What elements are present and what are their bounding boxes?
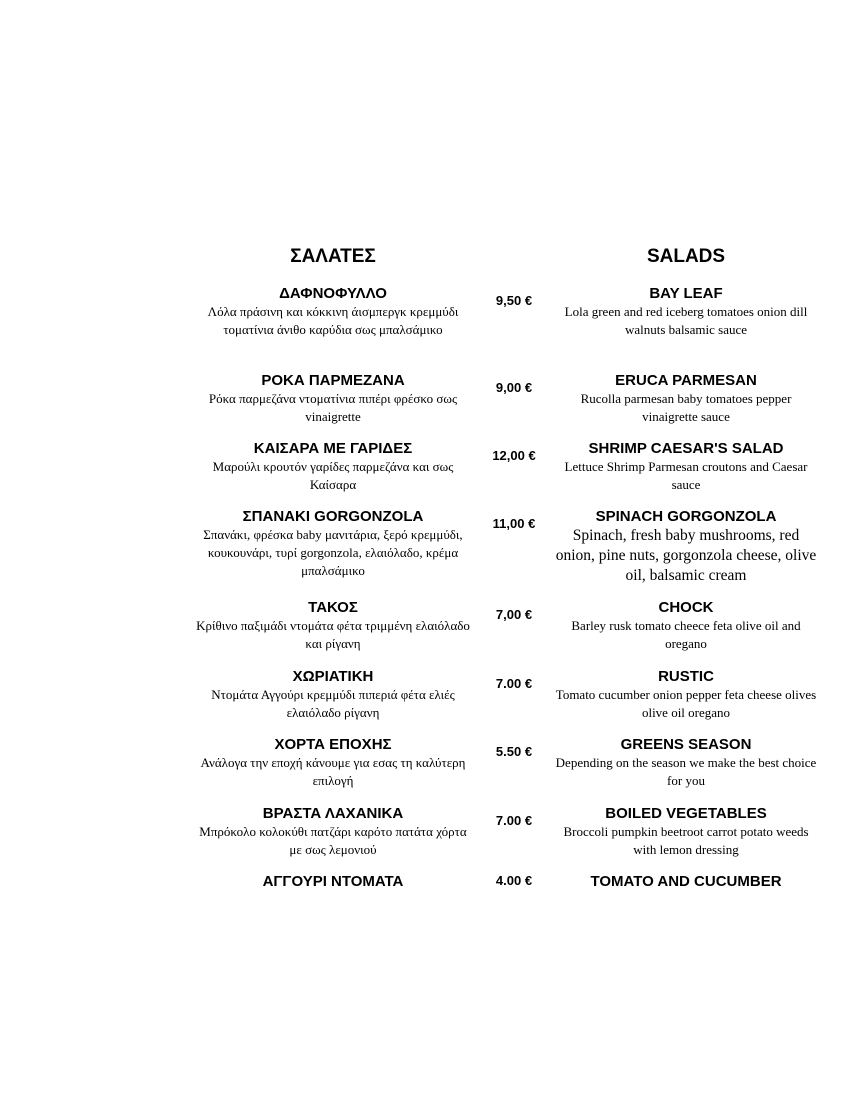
item-greek <box>194 736 472 790</box>
item-name-english: BOILED VEGETABLES <box>605 805 767 822</box>
item-description-english: Lettuce Shrimp Parmesan croutons and Caesar sauce <box>564 459 808 492</box>
item-name-english: CHOCK <box>658 599 714 616</box>
item-description-greek: Μαρούλι κρουτόν γαρίδες παρμεζάνα και σως Καίσαρα <box>212 459 454 492</box>
item-name-greek: ΚΑΙΣΑΡΑ ΜΕ ΓΑΡΙΔΕΣ <box>253 440 413 457</box>
item-description-english: Barley rusk tomato cheece feta olive oil and oregano <box>571 618 801 651</box>
item-english <box>552 508 820 586</box>
item-english <box>552 440 820 494</box>
item-description-english: Rucolla parmesan baby tomatoes pepper vinaigrette sauce <box>580 391 792 424</box>
item-english <box>552 805 820 859</box>
item-name-english: SPINACH GORGONZOLA <box>595 508 777 525</box>
item-description-greek: Μπρόκολο κολοκύθι πατζάρι καρότο πατάτα χόρτα με σως λεμονιού <box>199 824 467 857</box>
item-name-english: RUSTIC <box>658 668 714 685</box>
item-english <box>552 285 820 339</box>
item-description-english: Depending on the season we make the best choice for you <box>555 755 817 788</box>
item-greek <box>194 873 472 891</box>
item-greek <box>194 440 472 494</box>
item-english <box>552 599 820 653</box>
item-description-greek: Κρίθινο παξιμάδι ντομάτα φέτα τριμμένη ελαιόλαδο και ρίγανη <box>196 618 470 651</box>
item-description-greek: Ντομάτα Αγγούρι κρεμμύδι πιπεριά φέτα ελιές ελαιόλαδο ρίγανη <box>211 687 455 720</box>
item-price: 9,00 € <box>495 380 533 395</box>
item-name-english: GREENS SEASON <box>620 736 752 753</box>
item-name-greek: ΒΡΑΣΤΑ ΛΑΧΑΝΙΚΑ <box>262 805 404 822</box>
item-name-english: BAY LEAF <box>649 285 723 302</box>
item-price: 11,00 € <box>492 516 536 531</box>
item-greek <box>194 372 472 426</box>
item-price: 4.00 € <box>495 873 533 888</box>
item-description-greek: Λόλα πράσινη και κόκκινη άισμπεργκ κρεμμύδι τοματίνια άνιθο καρύδια σως μπαλσάμικο <box>207 304 459 337</box>
item-name-greek: ΤΑΚΟΣ <box>308 599 358 616</box>
item-english <box>552 668 820 722</box>
item-description-greek: Ρόκα παρμεζάνα ντοματίνια πιπέρι φρέσκο σως vinaigrette <box>208 391 458 424</box>
section-heading-english: SALADS <box>646 246 726 267</box>
item-name-greek: ΧΩΡΙΑΤΙΚΗ <box>292 668 374 685</box>
item-price: 7.00 € <box>495 676 533 691</box>
item-description-english: Spinach, fresh baby mushrooms, red onion, pine nuts, gorgonzola cheese, olive oil, balsamic cream <box>555 527 817 584</box>
item-english <box>552 873 820 891</box>
item-name-english: ERUCA PARMESAN <box>615 372 757 389</box>
item-name-greek: ΔΑΦΝΟΦΥΛΛΟ <box>279 285 387 302</box>
item-price: 7.00 € <box>495 813 533 828</box>
item-description-greek: Ανάλογα την εποχή κάνουμε για εσας τη καλύτερη επιλογή <box>200 755 466 788</box>
item-greek <box>194 285 472 339</box>
item-english <box>552 736 820 790</box>
item-price: 5.50 € <box>495 744 533 759</box>
item-description-english: Tomato cucumber onion pepper feta cheese olives olive oil oregano <box>555 687 817 720</box>
item-name-greek: ΡΟΚΑ ΠΑΡΜΕΖΑΝΑ <box>261 372 405 389</box>
item-name-greek: ΣΠΑΝΑΚΙ GORGONZOLA <box>242 508 424 525</box>
item-greek <box>194 668 472 722</box>
item-name-english: SHRIMP CAESAR'S SALAD <box>588 440 784 457</box>
section-heading-greek: ΣΑΛΑΤΕΣ <box>290 246 376 267</box>
item-price: 7,00 € <box>495 607 533 622</box>
item-description-greek: Σπανάκι, φρέσκα baby μανιτάρια, ξερό κρεμμύδι, κουκουνάρι, τυρί gorgonzola, ελαιόλαδο, κρέμα μπαλσάμικο <box>203 527 463 578</box>
item-name-greek: ΑΓΓΟΥΡΙ ΝΤΟΜΑΤΑ <box>262 873 404 890</box>
item-name-english: TOMATO AND CUCUMBER <box>590 873 782 890</box>
item-description-english: Lola green and red iceberg tomatoes onion dill walnuts balsamic sauce <box>564 304 808 337</box>
item-greek <box>194 508 472 580</box>
item-english <box>552 372 820 426</box>
item-greek <box>194 805 472 859</box>
item-description-english: Broccoli pumpkin beetroot carrot potato weeds with lemon dressing <box>563 824 809 857</box>
item-price: 9,50 € <box>495 293 533 308</box>
item-price: 12,00 € <box>492 448 536 463</box>
item-name-greek: ΧΟΡΤΑ ΕΠΟΧΗΣ <box>274 736 392 753</box>
item-greek <box>194 599 472 653</box>
